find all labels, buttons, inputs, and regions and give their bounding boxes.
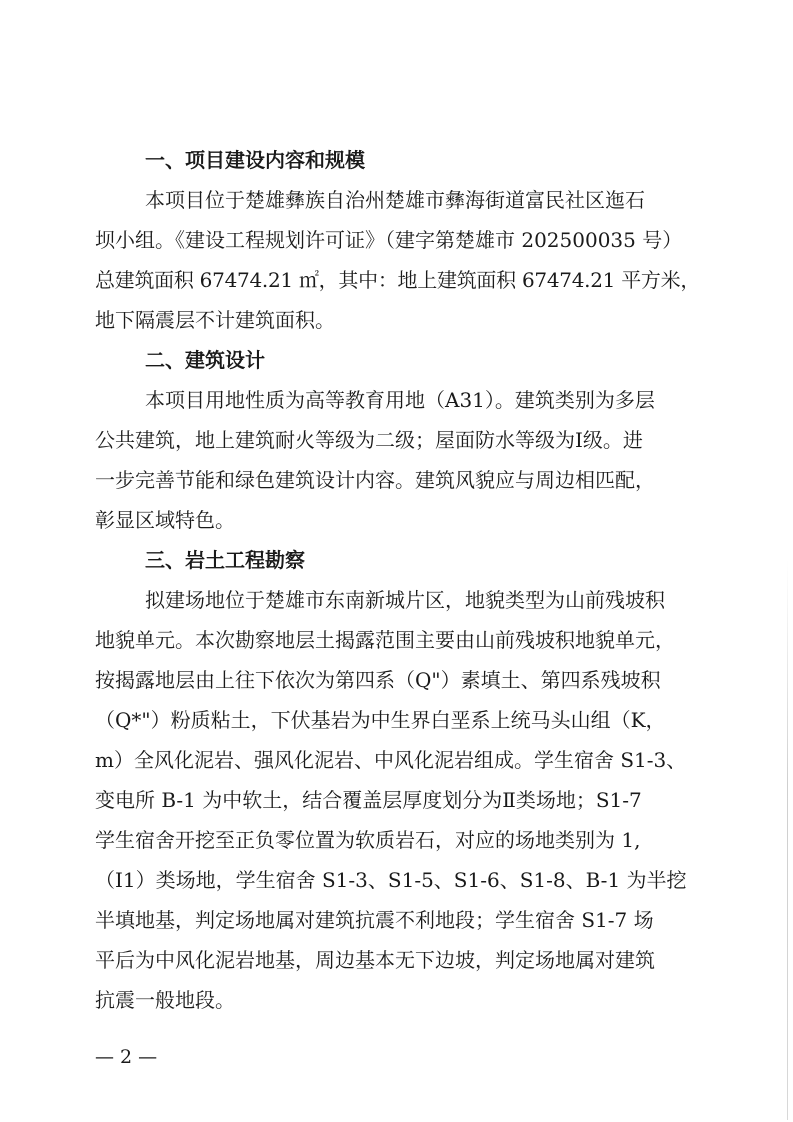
paragraph-project-scale xyxy=(95,180,700,340)
text-line: 平后为中风化泥岩地基，周边基本无下边坡，判定场地属对建筑 xyxy=(95,948,655,972)
text-line: 半填地基，判定场地属对建筑抗震不利地段；学生宿舍 S1-7 场 xyxy=(95,908,654,932)
text-line: 一步完善节能和绿色建筑设计内容。建筑风貌应与周边相匹配， xyxy=(95,468,655,492)
section-heading-architecture: 二、建筑设计 xyxy=(145,348,265,372)
paragraph-architecture xyxy=(95,380,700,540)
paragraph-geotechnical xyxy=(95,580,700,1020)
page-number: — 2 — xyxy=(95,1046,158,1068)
text-line: 变电所 B-1 为中软土，结合覆盖层厚度划分为Ⅱ类场地；S1-7 xyxy=(95,788,642,812)
text-line: 公共建筑，地上建筑耐火等级为二级；屋面防水等级为Ⅰ级。进 xyxy=(95,428,643,452)
section-heading-geotechnical: 三、岩土工程勘察 xyxy=(145,548,305,572)
text-line: 学生宿舍开挖至正负零位置为软质岩石，对应的场地类别为 1, xyxy=(95,828,641,852)
text-line: （Q*"）粉质粘土，下伏基岩为中生界白垩系上统马头山组（K， xyxy=(95,708,666,732)
text-line: 抗震一般地段。 xyxy=(95,988,235,1012)
text-line: 坝小组。《建设工程规划许可证》（建字第楚雄市 202500035 号） xyxy=(95,228,683,252)
text-line: 总建筑面积 67474.21 ㎡，其中：地上建筑面积 67474.21 平方米， xyxy=(95,268,701,292)
text-line: 地貌单元。本次勘察地层土揭露范围主要由山前残坡积地貌单元， xyxy=(95,628,675,652)
text-line: （I1）类场地，学生宿舍 S1-3、S1-5、S1-6、S1-8、B-1 为半挖 xyxy=(95,868,687,892)
text-line: 按揭露地层由上往下依次为第四系（Q"）素填土、第四系残坡积 xyxy=(95,668,661,692)
text-line: 地下隔震层不计建筑面积。 xyxy=(95,308,335,332)
text-line: m）全风化泥岩、强风化泥岩、中风化泥岩组成。学生宿舍 S1-3、 xyxy=(95,748,687,772)
text-line: 本项目用地性质为高等教育用地（A31）。建筑类别为多层 xyxy=(145,388,655,412)
text-line: 本项目位于楚雄彝族自治州楚雄市彝海街道富民社区迤石 xyxy=(145,188,645,212)
section-heading-scale: 一、项目建设内容和规模 xyxy=(145,148,365,172)
text-line: 彰显区域特色。 xyxy=(95,508,235,532)
text-line: 拟建场地位于楚雄市东南新城片区，地貌类型为山前残坡积 xyxy=(145,588,665,612)
scan-edge-divider xyxy=(787,560,788,1120)
document-body xyxy=(95,140,700,1020)
